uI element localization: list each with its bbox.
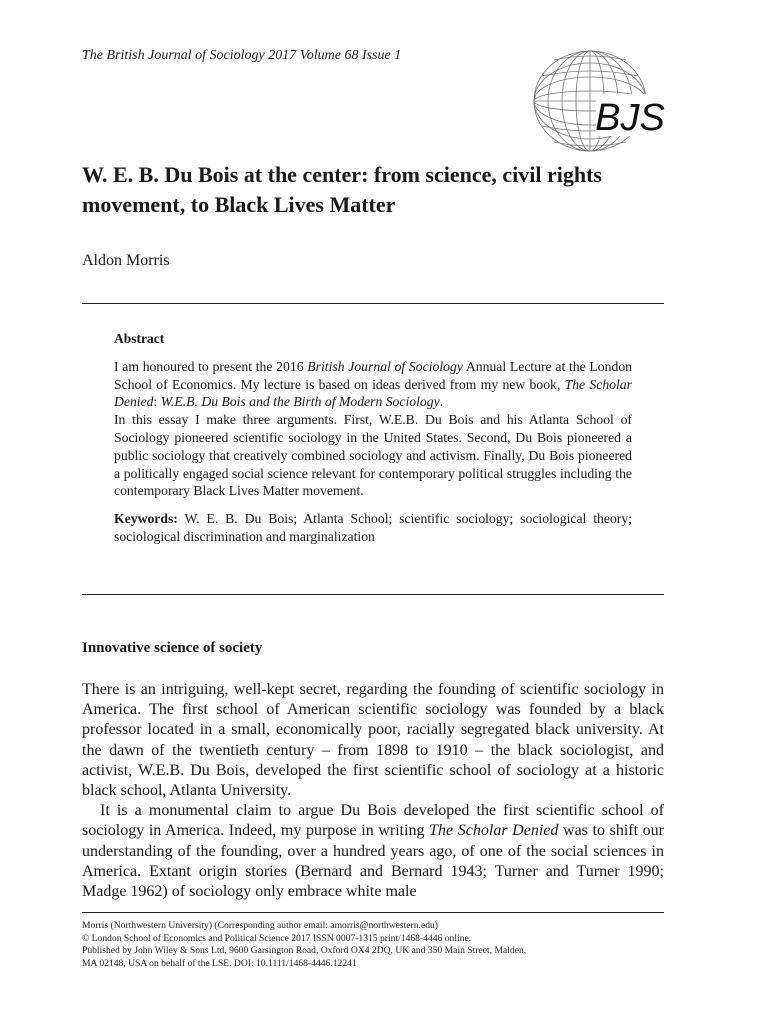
- abstract-paragraph-2: In this essay I make three arguments. First, W.E.B. Du Bois and his Atlanta School of Sociology pioneered scientific sociology in the United States. Second, Du Bois pioneered a public sociology that creatively combined sociology and activism. Finally, Du Bois pioneered a politically engaged social science relevant for contemporary political struggles including the contemporary Black Lives Matter movement.: [114, 412, 632, 499]
- abstract-paragraph-1: I am honoured to present the 2016 British Journal of Sociology Annual Lecture at the London School of Economics. My lecture is based on ideas derived from my new book, The Scholar Denied: W.E.B. Du Bois and the Birth of Modern Sociology.: [114, 358, 633, 410]
- globe-icon: [530, 46, 670, 166]
- journal-citation: The British Journal of Sociology 2017 Volume 68 Issue 1: [82, 48, 402, 63]
- footnote: [82, 920, 642, 970]
- abstract-block: [114, 330, 632, 546]
- footnote-divider: [82, 912, 664, 913]
- footnote-line-2: © London School of Economics and Political Science 2017 ISSN 0007-1315 print/1468-4446 online.: [82, 932, 472, 944]
- logo-text: BJS: [595, 97, 665, 139]
- footnote-line-4: MA 02148, USA on behalf of the LSE. DOI: 10.1111/1468-4446.12241: [82, 957, 357, 969]
- body-paragraph-1: There is an intriguing, well-kept secret, regarding the founding of scientific sociology in America. The first school of American scientific sociology was founded by a black professor located in a small, economically poor, racially segregated black university. At the dawn of the twentieth century – from 1898 to 1910 – the black sociologist, and activist, W.E.B. Du Bois, developed the first scientific school of sociology at a historic black school, Atlanta University.: [82, 681, 664, 800]
- author-name: Aldon Morris: [82, 252, 170, 269]
- article-title: W. E. B. Du Bois at the center: from science, civil rights movement, to Black Lives Matter: [82, 162, 602, 217]
- keywords-label: Keywords:: [114, 511, 178, 527]
- bottom-divider: [82, 594, 664, 595]
- bjs-logo: [530, 46, 670, 166]
- abstract-heading: Abstract: [114, 331, 165, 346]
- top-divider: [82, 303, 664, 304]
- section-heading: Innovative science of society: [82, 640, 263, 656]
- body-text: [82, 680, 664, 902]
- body-paragraph-2: It is a monumental claim to argue Du Bois developed the first scientific school of sociology in America. Indeed, my purpose in writing The Scholar Denied was to shift our understanding of the founding, over a hundred years ago, of one of the social sciences in America. Extant origin stories (Bernard and Bernard 1943; Turner and Turner 1990; Madge 1962) of sociology only embrace white male: [82, 802, 664, 901]
- footnote-line-1: Morris (Northwestern University) (Corresponding author email: amorris@northwestern.edu): [82, 920, 438, 931]
- keywords: Keywords: W. E. B. Du Bois; Atlanta School; scientific sociology; sociological theory; sociological discrimination and marginalization: [114, 511, 632, 544]
- footnote-line-3: Published by John Wiley & Sons Ltd, 9600 Garsington Road, Oxford OX4 2DQ, UK and 350 Main Street, Malden,: [82, 945, 527, 957]
